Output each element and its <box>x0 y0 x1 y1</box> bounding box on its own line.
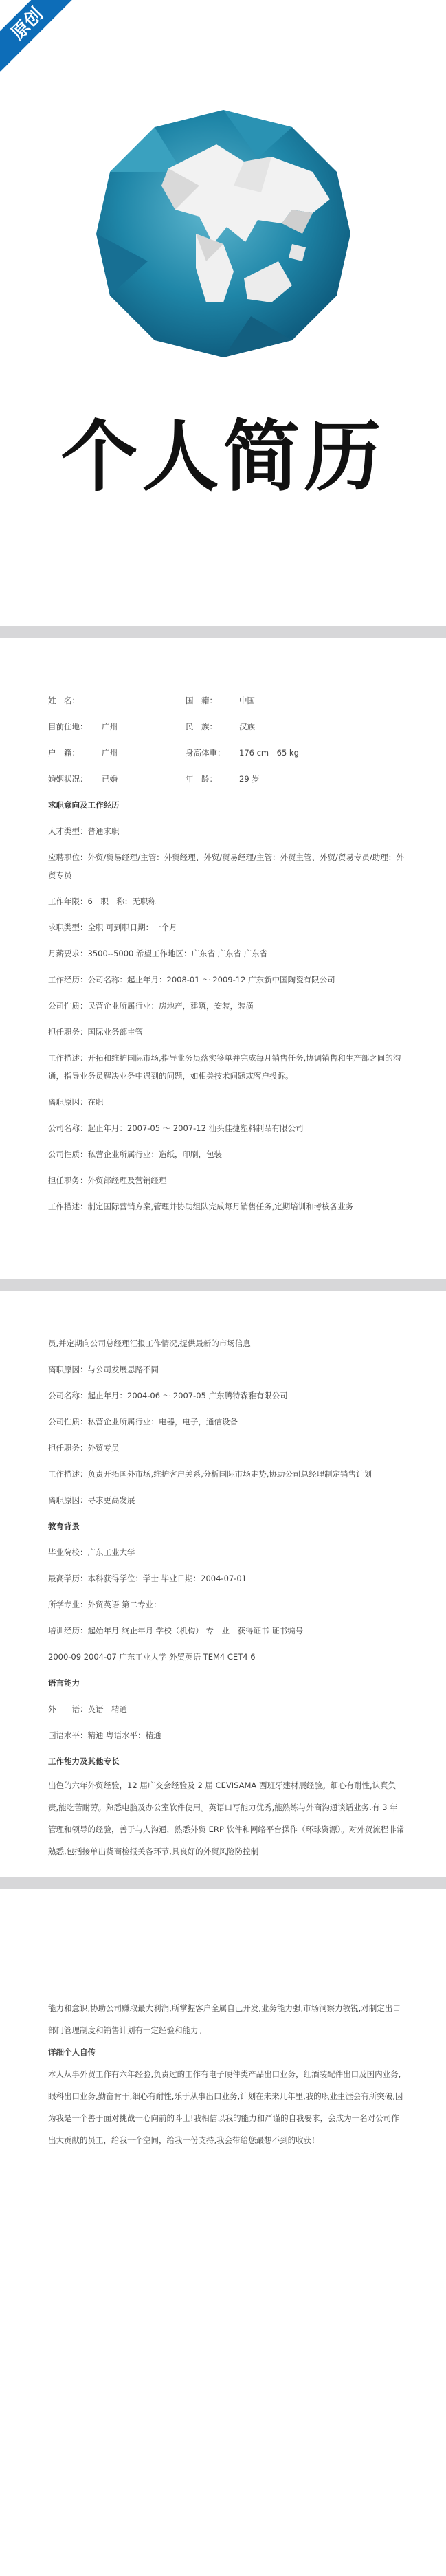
basic-info-row <box>48 687 405 714</box>
basic-info-row <box>48 740 405 766</box>
field-value: 已婚 <box>102 774 118 784</box>
original-badge: 原创 <box>0 0 76 73</box>
section-heading: 求职意向及工作经历 <box>48 800 120 810</box>
field-label: 目前住地： <box>48 722 88 731</box>
section-heading: 教育背景 <box>48 1521 80 1531</box>
resume-line: 工作描述：负责开拓国外市场,维护客户关系,分析国际市场走势,协助公司总经理制定销售计划 <box>48 1469 372 1479</box>
resume-line: 公司名称：起止年月：2007-05 ～ 2007-12 汕头佳捷塑料制品有限公司 <box>48 1123 304 1133</box>
resume-line: 公司性质：民营企业所属行业：房地产，建筑，安装，装潢 <box>48 1001 254 1011</box>
field-value: 广州 <box>102 722 118 731</box>
resume-line: 人才类型：普通求职 <box>48 826 120 836</box>
field-value: 29 岁 <box>239 774 260 784</box>
resume-line: 应聘职位：外贸/贸易经理/主管：外贸经理、外贸/贸易经理/主管：外贸主管、外贸/贸易专员/助理：外贸专员 <box>48 852 404 880</box>
page-divider <box>0 626 446 638</box>
resume-line: 求职类型：全职 可到职日期：一个月 <box>48 923 177 932</box>
basic-info-row <box>48 766 405 792</box>
globe-illustration <box>86 96 361 371</box>
field-label: 民 族： <box>186 722 217 731</box>
resume-line: 工作描述：制定国际营销方案,管理并协助组队完成每月销售任务,定期培训和考核各业务 <box>48 1202 354 1211</box>
resume-line: 工作经历：公司名称：起止年月：2008-01 ～ 2009-12 广东新中国陶瓷有限公司 <box>48 975 335 984</box>
resume-line: 离职原因：寻求更高发展 <box>48 1495 135 1505</box>
resume-line: 所学专业：外贸英语 第二专业： <box>48 1600 161 1609</box>
field-label: 户 籍： <box>48 748 80 758</box>
page-divider <box>0 1279 446 1291</box>
field-value: 176 cm 65 kg <box>239 748 299 758</box>
resume-line: 公司性质：私营企业所属行业：电器，电子，通信设备 <box>48 1417 238 1427</box>
autobiography-paragraph: 本人从事外贸工作有六年经验,负责过的工作有电子硬件类产品出口业务，红酒装配件出口及国内业务,眼科出口业务,勤奋肯干,细心有耐性,乐于从事出口业务,计划在未来几年里,我的职业生涯会有所突破,因为我是一个善于面对挑战一心向前的斗士!我相信以我的能力和严谨的自我要求，会成为一名对公司作出大贡献的员工，给我一个空间，给我一份支持,我会带给您最想不到的收获！ <box>48 2069 403 2145</box>
section-heading: 工作能力及其他专长 <box>48 1757 120 1766</box>
resume-line: 国语水平：精通 粤语水平：精通 <box>48 1730 161 1740</box>
skills-paragraph-cont: 能力和意识,协助公司赚取最大利润,所掌握客户全属自己开发,业务能力强,市场洞察力敏锐,对制定出口部门管理制度和销售计划有一定经验和能力。 <box>48 2003 401 2035</box>
resume-line: 离职原因：在职 <box>48 1097 104 1107</box>
skills-paragraph: 出色的六年外贸经验，12 届广交会经验及 2 届 CEVISAMA 西班牙建材展经验。细心有耐性,认真负责,能吃苦耐劳。熟悉电脑及办公室软件使用。英语口写能力优秀,能熟练与外商沟通谈话业务.有 3 年管理和领导的经验，善于与人沟通，熟悉外贸 ERP 软件和网络平台操作（环球资源）。对外贸流程非常熟悉,包括接单出货商检报关各环节,具良好的外贸风险防控制 <box>48 1781 405 1856</box>
resume-title: 个人简历 <box>60 412 386 502</box>
resume-line: 最高学历：本科获得学位：学士 毕业日期：2004-07-01 <box>48 1574 247 1583</box>
field-label: 年 龄： <box>186 774 217 784</box>
field-value: 汉族 <box>239 722 255 731</box>
field-label: 身高体重： <box>186 748 225 758</box>
page-3 <box>48 1997 405 2151</box>
resume-line: 工作年限：6 职 称：无职称 <box>48 896 156 906</box>
field-label: 婚姻状况： <box>48 774 88 784</box>
field-label: 姓 名： <box>48 696 80 705</box>
resume-line: 公司名称：起止年月：2004-06 ～ 2007-05 广东腾特森雅有限公司 <box>48 1391 288 1400</box>
resume-line: 离职原因：与公司发展思路不同 <box>48 1365 159 1374</box>
section-heading: 语言能力 <box>48 1678 80 1688</box>
resume-line: 担任职务：外贸部经理及营销经理 <box>48 1176 167 1185</box>
resume-line: 担任职务：外贸专员 <box>48 1443 120 1453</box>
resume-line: 毕业院校：广东工业大学 <box>48 1548 135 1557</box>
resume-line: 工作描述：开拓和维护国际市场,指导业务员落实签单并完成每月销售任务,协调销售和生产部之间的沟通，指导业务员解决业务中遇到的问题，如相关技术问题或客户投诉。 <box>48 1053 401 1081</box>
resume-line: 担任职务：国际业务部主管 <box>48 1027 143 1037</box>
page-1 <box>48 687 405 1220</box>
basic-info-row <box>48 714 405 740</box>
resume-line: 2000-09 2004-07 广东工业大学 外贸英语 TEM4 CET4 6 <box>48 1652 256 1662</box>
resume-line: 外 语：英语 精通 <box>48 1704 127 1714</box>
page-2 <box>48 1330 405 1862</box>
autobiography-heading: 详细个人自传 <box>48 2047 96 2057</box>
globe-icon <box>86 96 361 371</box>
resume-line: 员,并定期向公司总经理汇报工作情况,提供最新的市场信息 <box>48 1339 251 1348</box>
page-divider <box>0 1877 446 1889</box>
field-label: 国 籍： <box>186 696 217 705</box>
resume-line: 公司性质：私营企业所属行业：造纸，印刷，包装 <box>48 1149 222 1159</box>
field-value: 广州 <box>102 748 118 758</box>
field-value: 中国 <box>239 696 255 705</box>
resume-line: 培训经历：起始年月 终止年月 学校（机构） 专 业 获得证书 证书编号 <box>48 1626 304 1636</box>
resume-line: 月薪要求：3500--5000 希望工作地区：广东省 广东省 广东省 <box>48 949 268 958</box>
